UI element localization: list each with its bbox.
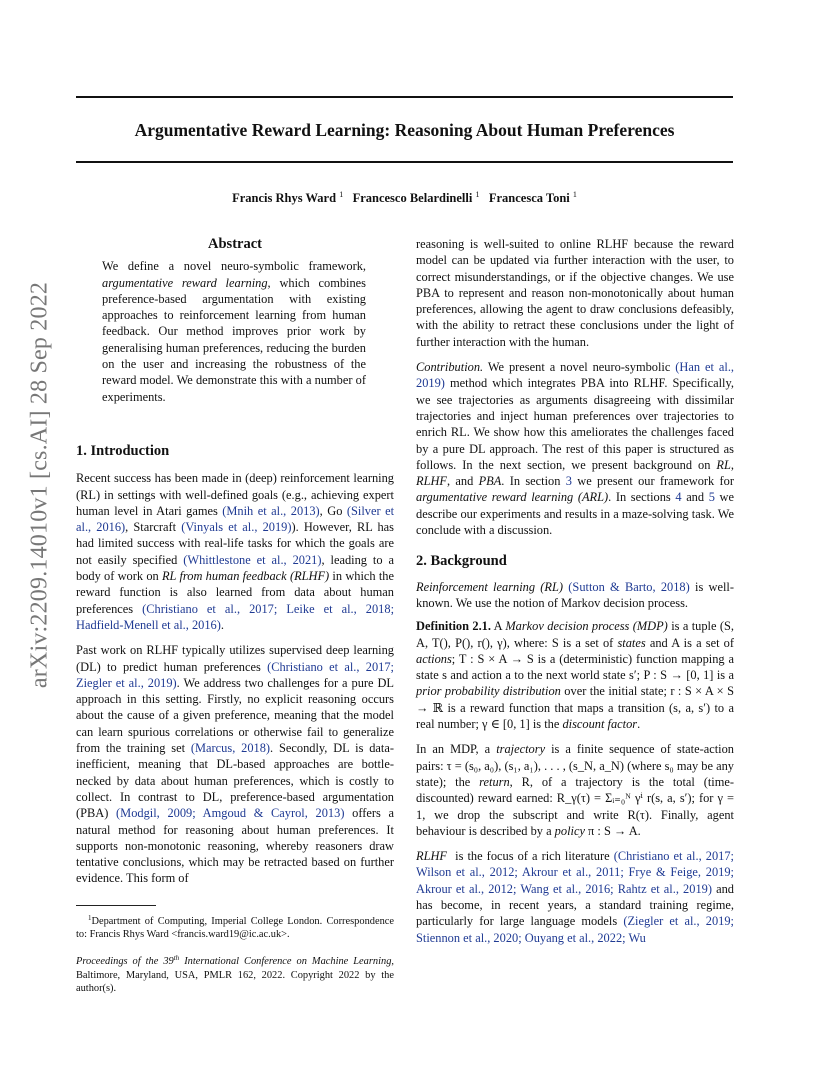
citation-link[interactable]: (Sutton & Barto, 2018)	[568, 579, 690, 594]
citation-link[interactable]: (Whittlestone et al., 2021)	[183, 552, 322, 567]
abstract-heading: Abstract	[208, 236, 262, 252]
arxiv-id[interactable]: arXiv:2209.14010v1 [cs.AI] 28 Sep 2022	[26, 281, 53, 689]
citation-link[interactable]: (Modgil, 2009; Amgoud & Cayrol, 2013)	[116, 806, 345, 821]
intro-heading: 1. Introduction	[76, 442, 170, 459]
affiliation-footnote: $^1$Department of Computing, Imperial College London. Correspondence to: Francis Rhys Ward <francis.ward19@ic.ac.uk>.	[76, 913, 394, 940]
title-rule	[76, 161, 733, 163]
footnote-rule	[76, 905, 156, 906]
citation-link[interactable]: (Christiano et al., 2017; Leike et al., 2018; Hadfield-Menell et al., 2016)	[76, 601, 395, 632]
author-name: Francesca Toni	[488, 191, 570, 205]
section-link[interactable]: 4	[675, 490, 682, 505]
author-mark: 1	[339, 190, 344, 199]
citation-link[interactable]: (Christiano et al., 2017; Ziegler et al., 2019)	[76, 659, 395, 690]
citation-link[interactable]: (Marcus, 2018)	[190, 741, 271, 756]
citation-link[interactable]: (Vinyals et al., 2019)	[181, 520, 292, 535]
intro-paragraph-3: reasoning is well-suited to online RLHF because the reward model can be updated via further interaction with the user, to correct misunderstandings, or if the objective changes. We use PBA to represent and reason non-monotonically about human preferences, allowing the agent to draw conclusions defeasibly, with the ability to retract these conclusions under the light of further interaction with the human.	[416, 237, 734, 349]
rlhf-paragraph: RLHF is the focus of a rich literature (Christiano et al., 2017; Wilson et al., 2012; Akrour et al., 2011; Frye & Feige, 2019; Akrour et al., 2012; Wang et al., 2016; Rahtz et al., 2019) and has become, in recent years, a standard training regime, particularly for large language models (Ziegler et al., 2019; Stiennon et al., 2020; Ouyang et al., 2022; Wu	[416, 849, 734, 945]
author-name: Francesco Belardinelli	[352, 191, 473, 205]
mdp-paragraph: In an MDP, a trajectory is a finite sequence of state-action pairs: τ = (s₀, a₀), (s₁, a₁), . . . , (s_N, a_N) (where s₀ may be any state); the return, R, of a trajectory is the total (time-discounted) reward earned: R_γ(τ) = Σᵢ₌₀ᴺ γⁱ r(s, a, s′); for γ = 1, we drop the subscript and write R(τ). Finally, agent behaviour is described by a policy π : S → A.	[416, 742, 735, 838]
footnotes	[76, 905, 394, 995]
citation-link[interactable]: (Mnih et al., 2013)	[222, 503, 320, 518]
right-column	[416, 236, 734, 946]
top-rule	[76, 96, 733, 98]
background-heading: 2. Background	[416, 553, 507, 570]
left-column	[76, 236, 394, 995]
intro-paragraph-1: Recent success has been made in (deep) reinforcement learning (RL) in settings with well-defined goals (e.g., achieving expert human level in Atari games (Mnih et al., 2013), Go (Silver et al., 2016), Starcraft (Vinyals et al., 2019)). However, RL has had limited success with real-life tasks for which the goals are not easily specified (Whittlestone et al., 2021), leading to a body of work on RL from human feedback (RLHF) in which the reward function is also learned from data about human preferences (Christiano et al., 2017; Leike et al., 2018; Hadfield-Menell et al., 2016).	[76, 471, 395, 632]
author-name: Francis Rhys Ward	[232, 191, 337, 205]
citation-link[interactable]: (Ziegler et al., 2019; Stiennon et al., 2020; Ouyang et al., 2022; Wu	[416, 914, 734, 945]
author-mark: 1	[475, 190, 480, 199]
abstract-body: We define a novel neuro-symbolic framework, argumentative reward learning, which combines preference-based argumentation with existing approaches to reinforcement learning from human feedback. Our method improves prior work by generalising human preferences, reducing the burden on the user and increasing the robustness of the reward model. We demonstrate this with a number of experiments.	[102, 259, 366, 404]
intro-paragraph-2: Past work on RLHF typically utilizes supervised deep learning (DL) to predict human preferences (Christiano et al., 2017; Ziegler et al., 2019). We address two challenges for a pure DL approach in this setting. Firstly, no explicit reasoning occurs about the cause of a given preference, meaning that the model can learn spurious correlations or otherwise fail to generalize from the training set (Marcus, 2018). Secondly, DL is data-inefficient, meaning that DL-based approaches are bottle-necked by data about human preferences, which is costly to collect. In contrast to DL, preference-based argumentation (PBA) (Modgil, 2009; Amgoud & Cayrol, 2013) offers a natural method for reasoning about human preferences. It supports non-monotonic reasoning, whereby reasoners draw tentative conclusions, which may be retracted based on further evidence. This form of	[76, 643, 395, 886]
citation-link[interactable]: (Christiano et al., 2017; Wilson et al., 2012; Akrour et al., 2011; Frye & Feige, 2019; Akrour et al., 2012; Wang et al., 2016; Rahtz et al., 2019)	[416, 849, 734, 896]
paper-title: Argumentative Reward Learning: Reasoning About Human Preferences	[134, 120, 675, 140]
author-list	[76, 190, 733, 206]
background-paragraph: Reinforcement learning (RL) (Sutton & Barto, 2018) is well-known. We use the notion of Markov decision process.	[416, 579, 735, 610]
contribution-paragraph: Contribution. We present a novel neuro-symbolic (Han et al., 2019) method which integrates PBA into RLHF. Specifically, we see trajectories as arguments disagreeing with dissimilar trajectories and inject human preferences over trajectories to enrich RL. We show how this ameliorates the challenges faced by a pure DL approach. The rest of this paper is structured as follows. In the next section, we present background on RL, RLHF, and PBA. In section 3 we present our framework for argumentative reward learning (ARL). In sections 4 and 5 we describe our experiments and results in a maze-solving task. We conclude with a discussion.	[416, 360, 735, 538]
citation-link[interactable]: (Silver et al., 2016)	[76, 503, 395, 535]
section-link[interactable]: 3	[565, 474, 572, 489]
section-link[interactable]: 5	[708, 490, 715, 505]
citation-link[interactable]: (Han et al., 2019)	[416, 360, 735, 391]
definition-2-1: Definition 2.1. A Markov decision process (MDP) is a tuple (S, A, T(), P(), r(), γ), where: S is a set of states and A is a set of actions; T : S × A → S is a (deterministic) function mapping a state s and action a to the next world state s′; P : S → [0, 1] is a prior probability distribution over the initial state; r : S × A × S → ℝ is a reward function that maps a transition (s, a, s′) to a real number; γ ∈ [0, 1] is the discount factor.	[416, 619, 735, 732]
author-mark: 1	[572, 190, 577, 199]
proceedings-note: Proceedings of the 39th International Conference on Machine Learning, Baltimore, Maryland, USA, PMLR 162, 2022. Copyright 2022 by the author(s).	[76, 954, 394, 994]
